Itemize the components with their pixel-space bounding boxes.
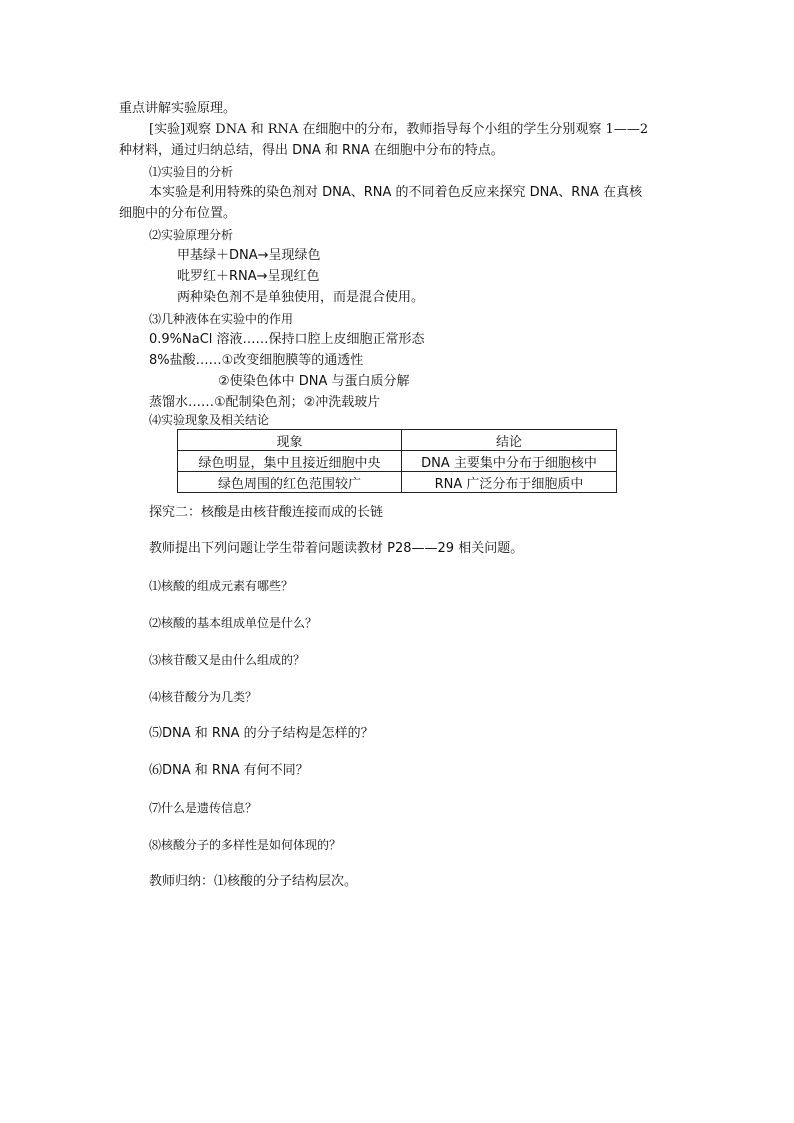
question-item: ⑻核酸分子的多样性是如何体现的？: [149, 838, 342, 852]
heading-purpose: ⑴实验目的分析: [149, 165, 234, 179]
liquid-water: 蒸馏水……①配制染色剂；②冲洗载玻片: [149, 395, 381, 410]
section-intro: 教师提出下列问题让学生带着问题读教材 P28——29 相关问题。: [149, 541, 524, 556]
table-cell: 绿色周围的红色范围较广: [178, 472, 402, 493]
liquid-nacl: 0.9%NaCl 溶液……保持口腔上皮细胞正常形态: [149, 332, 425, 347]
question-item: ⑵核酸的基本组成单位是什么？: [149, 616, 318, 630]
liquid-hcl: 8%盐酸……①改变细胞膜等的通透性: [149, 353, 364, 368]
heading-liquids: ⑶几种液体在实验中的作用: [149, 312, 294, 326]
header-conclusion: 结论: [402, 430, 617, 451]
question-item: ⑹DNA 和 RNA 有何不同？: [149, 763, 309, 778]
table-cell: 绿色明显，集中且接近细胞中央: [178, 451, 402, 472]
paragraph-principle: 重点讲解实验原理。: [119, 101, 237, 116]
table-header-row: [178, 430, 617, 451]
table-row: [178, 451, 617, 472]
table-row: [178, 472, 617, 493]
heading-principle: ⑵实验原理分析: [149, 228, 234, 242]
reaction-methyl-green: 甲基绿＋DNA→呈现绿色: [177, 248, 321, 263]
teacher-summary: 教师归纳：⑴核酸的分子结构层次。: [149, 874, 358, 889]
table-cell: RNA 广泛分布于细胞质中: [402, 472, 617, 493]
question-item: ⑸DNA 和 RNA 的分子结构是怎样的？: [149, 726, 374, 741]
note-mixed-dye: 两种染色剂不是单独使用，而是混合使用。: [177, 290, 425, 305]
heading-results: ⑷实验现象及相关结论: [149, 413, 270, 427]
question-item: ⑴核酸的组成元素有哪些？: [149, 579, 294, 593]
header-phenomenon: 现象: [178, 430, 402, 451]
paragraph-purpose-line1: 本实验是利用特殊的染色剂对 DNA、RNA 的不同着色反应来探究 DNA、RNA 在真核: [149, 185, 643, 200]
reaction-pyronin: 吡罗红＋RNA→呈现红色: [177, 269, 320, 284]
liquid-hcl-second: ②使染色体中 DNA 与蛋白质分解: [218, 374, 410, 389]
paragraph-purpose-line2: 细胞中的分布位置。: [119, 206, 237, 221]
section-title-explore2: 探究二：核酸是由核苷酸连接而成的长链: [149, 505, 384, 520]
question-item: ⑺什么是遗传信息？: [149, 801, 258, 815]
paragraph-experiment-line1: [实验]观察 DNA 和 RNA 在细胞中的分布，教师指导每个小组的学生分别观察 1——2: [149, 122, 649, 137]
question-item: ⑷核苷酸分为几类？: [149, 690, 258, 704]
results-table: [177, 429, 617, 493]
question-item: ⑶核苷酸又是由什么组成的？: [149, 653, 306, 667]
paragraph-experiment-line2: 种材料，通过归纳总结，得出 DNA 和 RNA 在细胞中分布的特点。: [119, 143, 504, 158]
table-cell: DNA 主要集中分布于细胞核中: [402, 451, 617, 472]
